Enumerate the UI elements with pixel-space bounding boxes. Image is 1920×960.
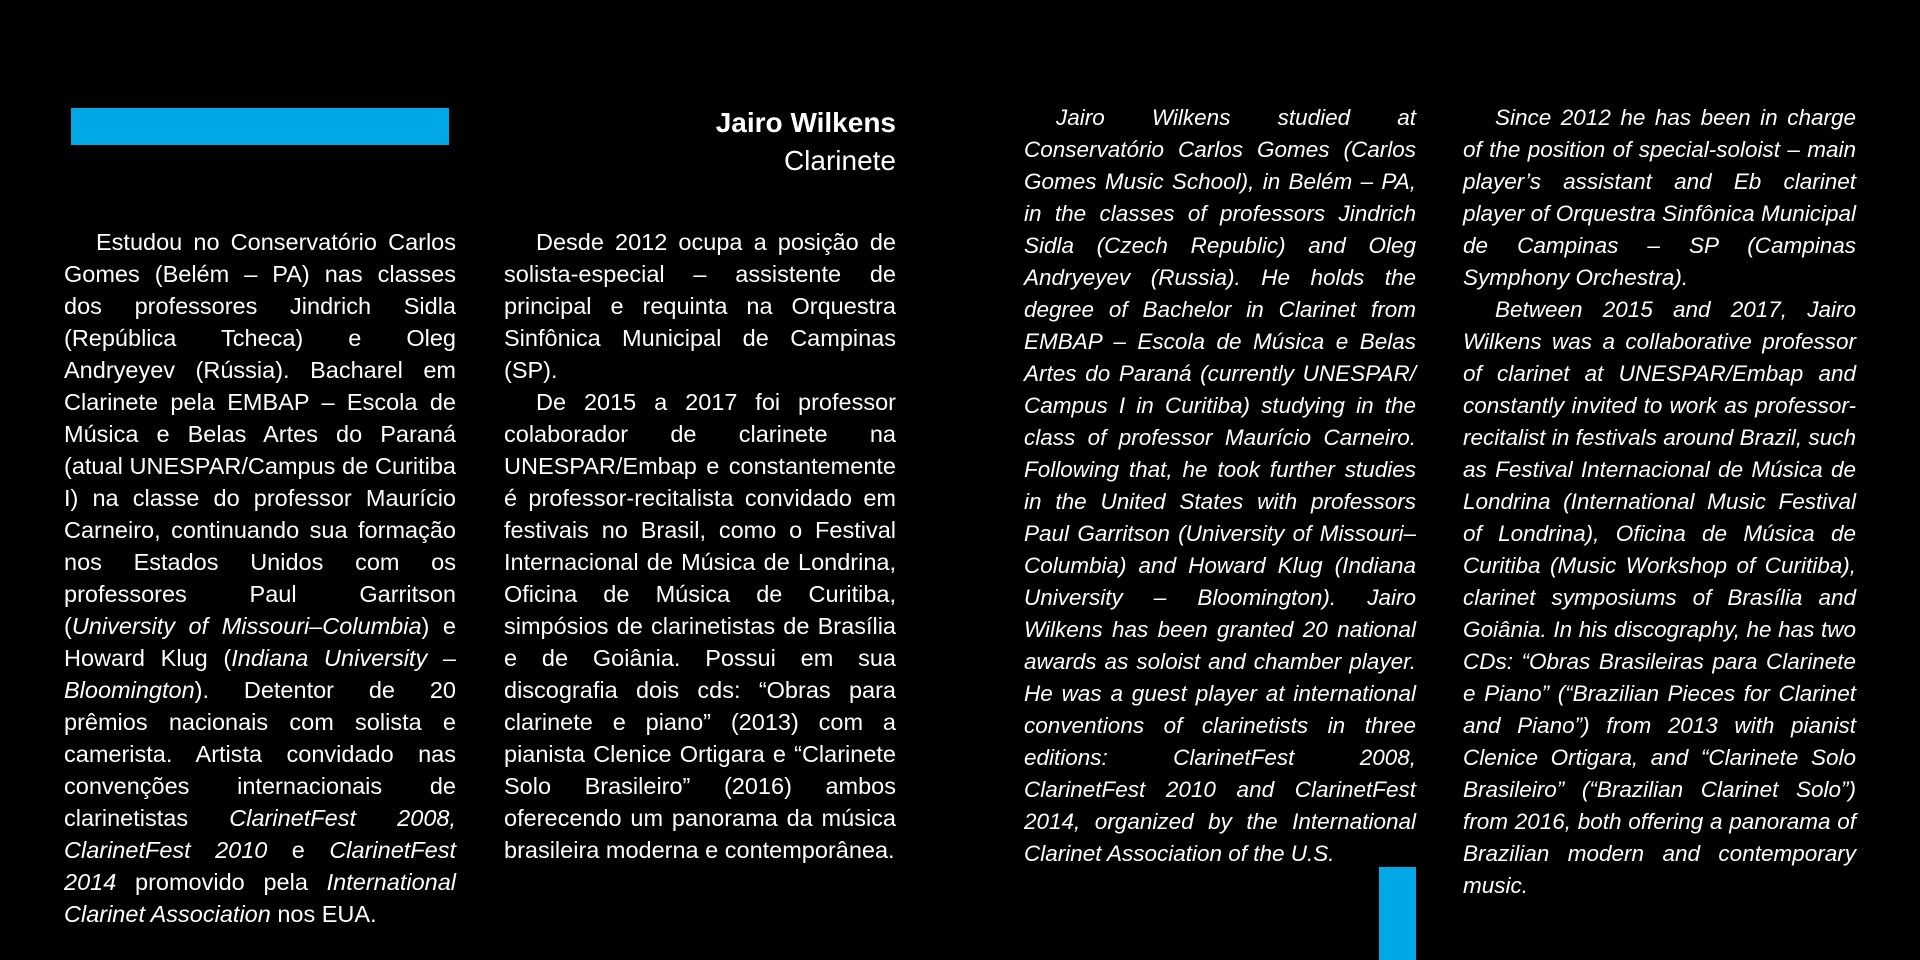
bio-column-pt-1 <box>64 226 456 930</box>
bio-paragraph-en-2: Since 2012 he has been in charge of the position of special-soloist – main player’s assistant and Eb clarinet player of Orquestra Sinfônica Municipal de Campinas – SP (Campinas Symphony Orchestra). <box>1463 105 1856 290</box>
bio-paragraph-pt-3: De 2015 a 2017 foi professor colaborador de clarinete na UNESPAR/Embap e constantemente é professor-recitalista convidado em festivais no Brasil, como o Festival Internacional de Música de Londrina, Oficina de Música de Curitiba, simpósios de clarinetistas de Brasília e de Goiânia. Possui em sua discografia dois cds: “Obras para clarinete e piano” (2013) com a pianista Clenice Ortigara e “Clarinete Solo Brasileiro” (2016) ambos oferecendo um panorama da música brasileira moderna e contemporânea. <box>504 389 896 863</box>
accent-bar <box>71 108 449 145</box>
bio-paragraph-en-3: Between 2015 and 2017, Jairo Wilkens was a collaborative professor of clarinet at UNESPAR/Embap and constantly invited to work as professor-recitalist in festivals around Brazil, such as Festival Internacional de Música de Londrina (International Music Festival of Londrina), Oficina de Música de Curitiba (Music Workshop of Curitiba), clarinet symposiums of Brasília and Goiânia. In his discography, he has two CDs: “Obras Brasileiras para Clarinete e Piano” (“Brazilian Pieces for Clarinet and Piano”) from 2013 with pianist Clenice Ortigara, and “Clarinete Solo Brasileiro” (“Brazilian Clarinet Solo”) from 2016, both offering a panorama of Brazilian modern and contemporary music. <box>1463 297 1856 898</box>
bio-paragraph-pt-1: Estudou no Conservatório Carlos Gomes (Belém – PA) nas classes dos professores Jindrich Sidla (República Tcheca) e Oleg Andryeyev (Rússia). Bacharel em Clarinete pela EMBAP – Escola de Música e Belas Artes do Paraná (atual UNESPAR/Campus de Curitiba I) na classe do professor Maurício Carneiro, continuando sua formação nos Estados Unidos com os professores Paul Garritson (University of Missouri–Columbia) e Howard Klug (Indiana University – Bloomington). Detentor de 20 prêmios nacionais com solista e camerista. Artista convidado nas convenções internacionais de clarinetistas ClarinetFest 2008, ClarinetFest 2010 e ClarinetFest 2014 promovido pela International Clarinet Association nos EUA. <box>64 229 456 927</box>
bio-column-en-2 <box>1463 102 1856 902</box>
bio-paragraph-pt-2: Desde 2012 ocupa a posição de solista-especial – assistente de principal e requinta na Orquestra Sinfônica Municipal de Campinas (SP). <box>504 229 896 383</box>
bio-paragraph-en-1: Jairo Wilkens studied at Conservatório Carlos Gomes (Carlos Gomes Music School), in Belém – PA, in the classes of professors Jindrich Sidla (Czech Republic) and Oleg Andryeyev (Russia). He holds the degree of Bachelor in Clarinet from EMBAP – Escola de Música e Belas Artes do Paraná (currently UNESPAR/ Campus I in Curitiba) studying in the class of professor Maurício Carneiro. Following that, he took further studies in the United States with professors Paul Garritson (University of Missouri– Columbia) and Howard Klug (Indiana University – Bloomington). Jairo Wilkens has been granted 20 national awards as soloist and chamber player. He was a guest player at international conventions of clarinetists in three editions: ClarinetFest 2008, ClarinetFest 2010 and ClarinetFest 2014, organized by the International Clarinet Association of the U.S. <box>1024 105 1416 866</box>
performer-name: Jairo Wilkens <box>715 107 896 138</box>
bio-column-pt-2 <box>504 226 896 866</box>
performer-instrument: Clarinete <box>783 145 896 176</box>
accent-block <box>1379 867 1416 960</box>
performer-heading <box>504 104 896 180</box>
bio-column-en-1 <box>1024 102 1416 870</box>
